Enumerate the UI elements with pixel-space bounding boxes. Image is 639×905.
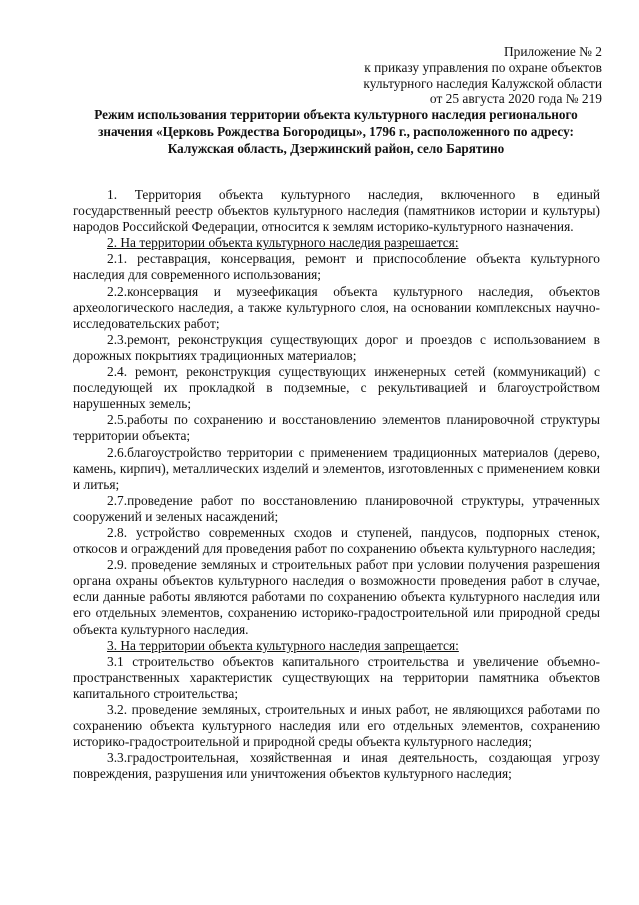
paragraph-2-2: 2.2.консервация и музеефикация объекта культурного наследия, объектов археологического наследия, а также культурного слоя, на основании комплексных научно-исследовательских работ; — [73, 283, 600, 331]
paragraph-3-3: 3.3.градостроительная, хозяйственная и иная деятельность, создающая угрозу повреждения, разрушения или уничтожения объектов культурного наследия; — [73, 750, 600, 782]
paragraph-2-6: 2.6.благоустройство территории с применением традиционных материалов (дерево, камень, кирпич), металлических изделий и элементов, изготовленных с применением ковки и литья; — [73, 444, 600, 492]
section-heading-prohibited: 3. На территории объекта культурного наследия запрещается: — [107, 637, 459, 653]
paragraph-2-8: 2.8. устройство современных сходов и ступеней, пандусов, подпорных стенок, откосов и ограждений для проведения работ по сохранению объекта культурного наследия; — [73, 524, 600, 557]
paragraph-2-3: 2.3.ремонт, реконструкция существующих дорог и проездов с использованием в дорожных покрытиях традиционных материалов; — [73, 331, 600, 363]
paragraph-3-2: 3.2. проведение земляных, строительных и иных работ, не являющихся работами по сохранению объекта культурного наследия или его отдельных элементов, сохранению историко-градостроительной и природной среды объекта культурного наследия; — [73, 702, 600, 750]
document-body — [73, 187, 600, 782]
appendix-number: Приложение № 2 — [503, 44, 602, 59]
document-title: Режим использования территории объекта культурного наследия регионального значения «Церковь Рождества Богородицы», 1796 г., расположенного по адресу: Калужская область, Дзержинский район, село Барятино — [94, 107, 578, 156]
appendix-authority: культурного наследия Калужской области — [363, 75, 602, 91]
section-heading-permitted: 2. На территории объекта культурного наследия разрешается: — [107, 235, 459, 251]
paragraph-3-1: 3.1 строительство объектов капитального строительства и увеличение объемно-пространственных характеристик существующих на территории памятника объектов капитального строительства; — [73, 653, 600, 701]
paragraph-2-9: 2.9. проведение земляных и строительных работ при условии получения разрешения органа охраны объектов культурного наследия о возможности проведения работ в случае, если данные работы являются работами по сохранению объекта культурного наследия или его отдельных элементов, сохранению историко-градостроительной или природной среды объекта культурного наследия. — [73, 557, 600, 637]
paragraph-2-5: 2.5.работы по сохранению и восстановлению элементов планировочной структуры территории объекта; — [73, 412, 600, 444]
paragraph-2-7: 2.7.проведение работ по восстановлению планировочной структуры, утраченных сооружений и зеленых насаждений; — [73, 492, 600, 524]
paragraph-2-1: 2.1. реставрация, консервация, ремонт и приспособление объекта культурного наследия для современного использования; — [73, 251, 600, 283]
paragraph-1: 1. Территория объекта культурного наследия, включенного в единый государственный реестр объектов культурного наследия (памятников истории и культуры) народов Российской Федерации, относится к землям историко-культурного назначения. — [73, 187, 600, 235]
appendix-header — [363, 44, 602, 107]
appendix-order-ref: к приказу управления по охране объектов — [364, 59, 602, 75]
paragraph-2-4: 2.4. ремонт, реконструкция существующих инженерных сетей (коммуникаций) с последующей их прокладкой в подземные, с рекультивацией и благоустройством нарушенных земель; — [73, 364, 600, 412]
appendix-order-date: от 25 августа 2020 года № 219 — [429, 91, 602, 107]
